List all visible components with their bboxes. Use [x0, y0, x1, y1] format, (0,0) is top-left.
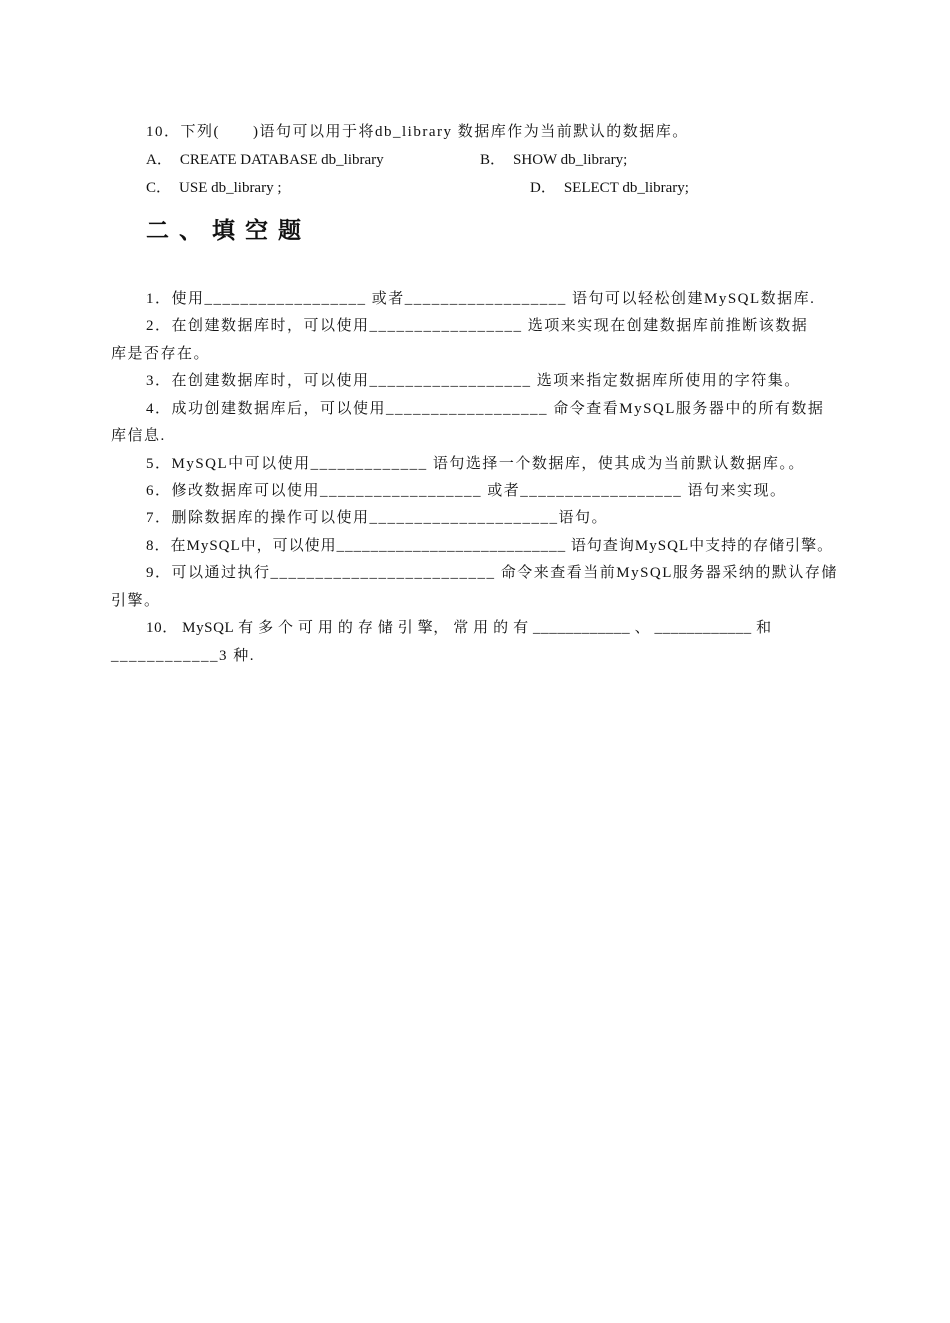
option-b-text: SHOW db_library;: [513, 152, 628, 168]
option-c-key: C．: [146, 180, 172, 196]
fill-question-4-cont: 库信息.: [111, 428, 166, 444]
fill-question-7: 7．删除数据库的操作可以使用_____________________语句。: [146, 510, 609, 526]
fill-question-5: 5．MySQL中可以使用_____________ 语句选择一个数据库，使其成为当前默认数据库。。: [146, 456, 805, 472]
fill-question-4: 4．成功创建数据库后，可以使用__________________ 命令查看MySQL服务器中的所有数据: [146, 401, 825, 417]
option-a: [146, 150, 384, 170]
fill-question-2-cont: 库是否存在。: [111, 346, 211, 362]
fill-question-10-cont: ____________3 种.: [111, 648, 256, 664]
fill-question-2: 2．在创建数据库时，可以使用_________________ 选项来实现在创建数据库前推断该数据: [146, 318, 809, 334]
option-c-text: USE db_library ;: [179, 180, 282, 196]
option-b-key: B．: [480, 152, 506, 168]
option-c: [146, 178, 282, 198]
option-a-text: CREATE DATABASE db_library: [179, 152, 384, 168]
option-d-text: SELECT db_library;: [563, 180, 689, 196]
option-b: [480, 150, 627, 170]
fill-question-10: 10． MySQL 有 多 个 可 用 的 存 储 引 擎， 常 用 的 有 ____________ 、 ____________ 和: [146, 620, 772, 636]
fill-question-6: 6．修改数据库可以使用__________________ 或者__________________ 语句来实现。: [146, 483, 787, 499]
fill-question-9-cont: 引擎。: [111, 593, 161, 609]
option-d-key: D．: [530, 180, 556, 196]
fill-question-3: 3．在创建数据库时，可以使用__________________ 选项来指定数据库所使用的字符集。: [146, 373, 801, 389]
fill-question-1: 1．使用__________________ 或者__________________ 语句可以轻松创建MySQL数据库.: [146, 291, 816, 307]
fill-question-8: 8．在MySQL中，可以使用___________________________ 语句查询MySQL中支持的存储引擎。: [146, 538, 834, 554]
option-a-key: A．: [146, 152, 172, 168]
mc-question-stem: 10．下列( )语句可以用于将db_library 数据库作为当前默认的数据库。: [146, 124, 689, 140]
fill-question-9: 9．可以通过执行_________________________ 命令来查看当前MySQL服务器采纳的默认存储: [146, 565, 838, 581]
section-title: 二、填空题: [146, 218, 311, 243]
option-d: [530, 178, 689, 198]
